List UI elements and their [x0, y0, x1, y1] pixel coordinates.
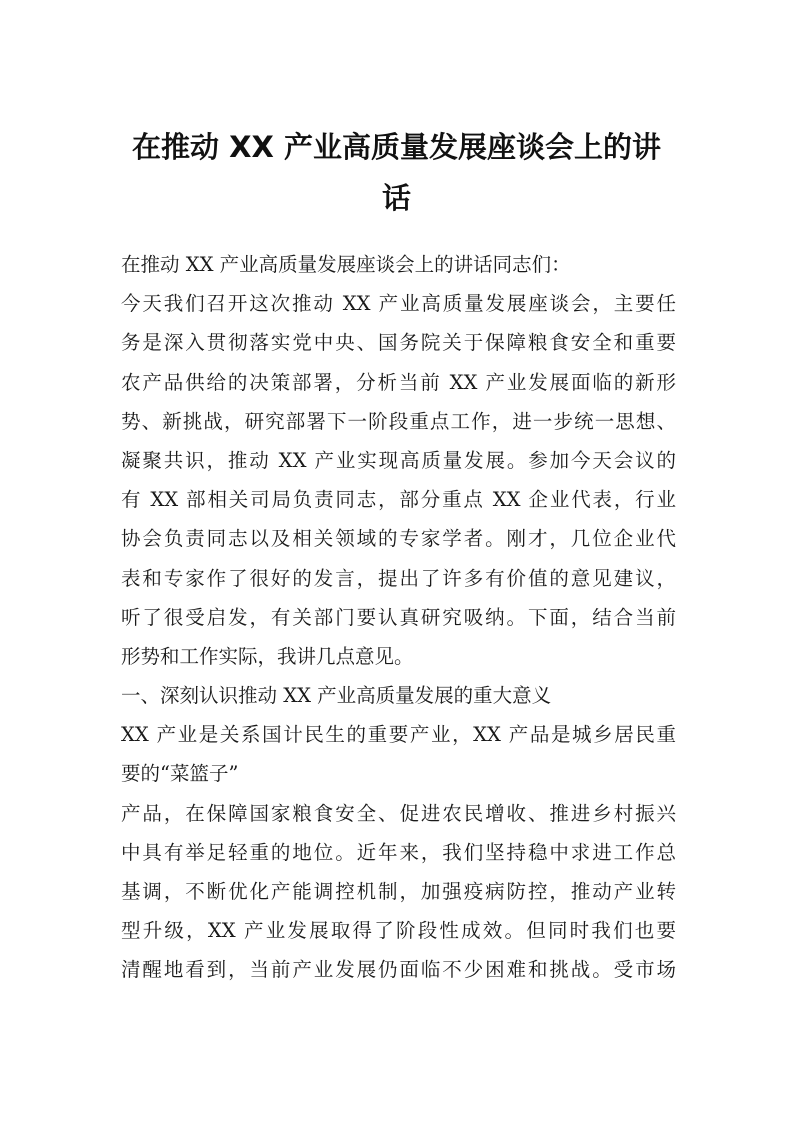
body-line: 产品，在保障国家粮食安全、促进农民增收、推进乡村振兴	[121, 801, 676, 825]
body-line: 基调，不断优化产能调控机制，加强疫病防控，推动产业转	[121, 880, 676, 903]
body-line: 有 XX 部相关司局负责同志，部分重点 XX 企业代表，行业	[121, 488, 676, 512]
body-line: 今天我们召开这次推动 XX 产业高质量发展座谈会，主要任	[121, 292, 676, 316]
body-line: 凝聚共识，推动 XX 产业实现高质量发展。参加今天会议的	[121, 448, 676, 472]
body-line: 要的“菜篮子”	[121, 762, 239, 786]
title-line-2: 话	[381, 181, 411, 215]
body-line: 型升级，XX 产业发展取得了阶段性成效。但同时我们也要	[121, 919, 676, 943]
body-line: 一、深刻认识推动 XX 产业高质量发展的重大意义	[121, 684, 552, 708]
body-line: 协会负责同志以及相关领域的专家学者。刚才，几位企业代	[121, 527, 676, 551]
body-line: XX 产业是关系国计民生的重要产业，XX 产品是城乡居民重	[121, 723, 676, 747]
document-body	[121, 245, 676, 990]
body-line: 农产品供给的决策部署，分析当前 XX 产业发展面临的新形	[121, 370, 676, 394]
body-line: 在推动 XX 产业高质量发展座谈会上的讲话同志们：	[121, 253, 571, 276]
body-line: 形势和工作实际，我讲几点意见。	[121, 644, 414, 668]
title-line-1: 在推动 XX 产业高质量发展座谈会上的讲	[132, 130, 661, 164]
body-line: 听了很受启发，有关部门要认真研究吸纳。下面，结合当前	[121, 605, 676, 629]
body-line: 清醒地看到，当前产业发展仍面临不少困难和挑战。受市场	[121, 958, 676, 982]
body-line: 势、新挑战，研究部署下一阶段重点工作，进一步统一思想、	[121, 409, 676, 433]
body-line: 务是深入贯彻落实党中央、国务院关于保障粮食安全和重要	[121, 331, 676, 355]
body-line: 表和专家作了很好的发言，提出了许多有价值的意见建议，	[121, 566, 676, 590]
body-line: 中具有举足轻重的地位。近年来，我们坚持稳中求进工作总	[121, 840, 676, 864]
document-title	[110, 122, 683, 224]
